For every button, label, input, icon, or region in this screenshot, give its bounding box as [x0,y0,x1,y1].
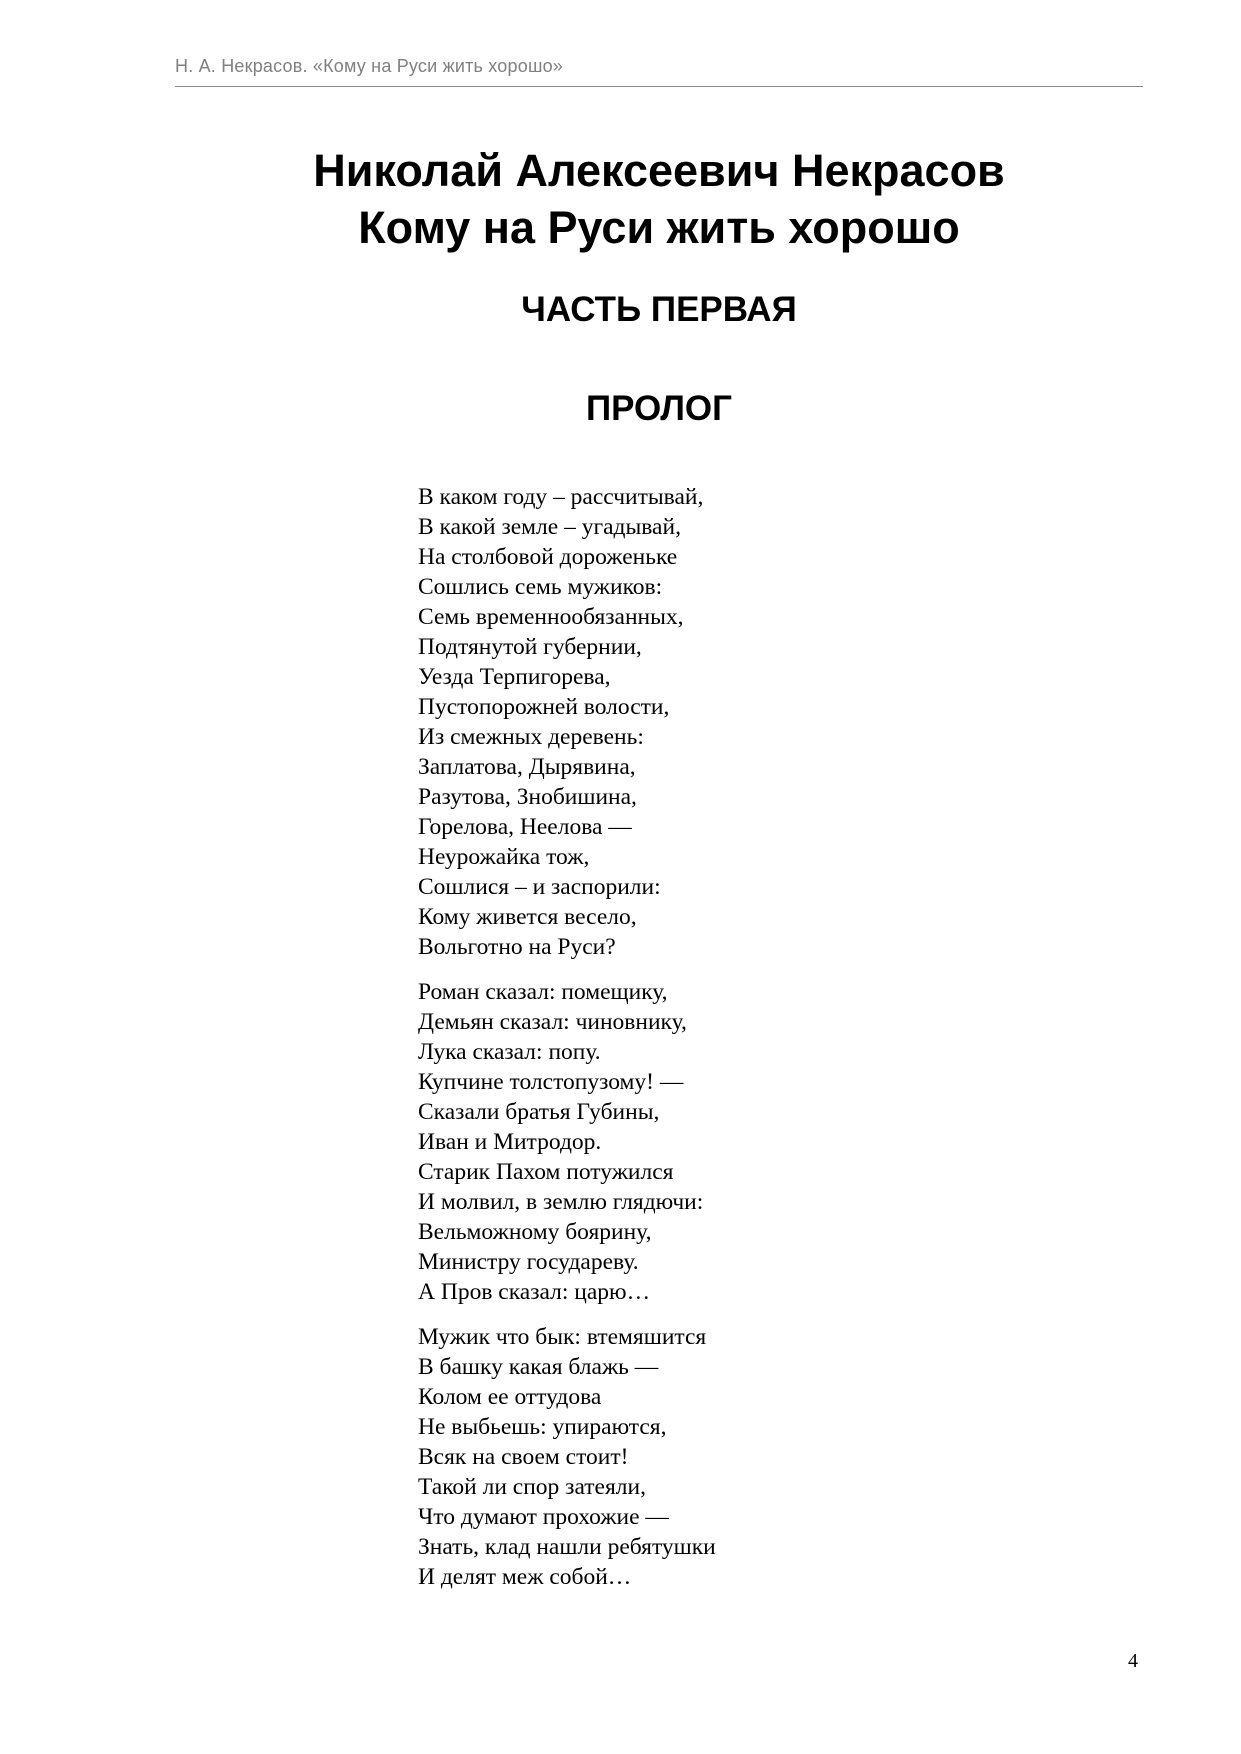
verse-line: Вольготно на Руси? [418,934,616,960]
verse-line: Иван и Митродор. [418,1129,602,1155]
verse-line: Такой ли спор затеяли, [418,1474,646,1500]
author-name: Николай Алексеевич Некрасов [313,145,1005,196]
verse-line: Что думают прохожие — [418,1504,669,1530]
stanza [418,482,716,962]
verse-line: Из смежных деревень: [418,724,644,750]
verse-line: Подтянутой губернии, [418,634,642,660]
verse-line: Кому живется весело, [418,904,637,930]
verse-line: Демьян сказал: чиновнику, [418,1009,687,1035]
part-heading: ЧАСТЬ ПЕРВАЯ [521,290,797,329]
verse-line: Неурожайка тож, [418,844,590,870]
verse-line: Колом ее оттудова [418,1384,602,1410]
verse-line: А Пров сказал: царю… [418,1279,651,1305]
verse-line: Мужик что бык: втемяшится [418,1324,707,1350]
verse-line: Лука сказал: попу. [418,1039,601,1065]
verse-line: И молвил, в землю глядючи: [418,1189,704,1215]
running-header: Н. А. Некрасов. «Кому на Руси жить хорошо» [175,56,563,76]
page-number: 4 [1128,1650,1138,1672]
chapter-heading: ПРОЛОГ [585,389,732,428]
verse-line: Не выбьешь: упираются, [418,1414,667,1440]
stanza [418,1322,716,1592]
verse-line: Пустопорожней волости, [418,694,670,720]
verse-line: Заплатова, Дырявина, [418,754,636,780]
verse-line: Вельможному боярину, [418,1219,652,1245]
header-divider [175,86,1143,87]
verse-line: Горелова, Неелова — [418,814,632,840]
work-title: Кому на Руси жить хорошо [358,202,960,253]
verse-line: Старик Пахом потужился [418,1159,674,1185]
verse-line: Роман сказал: помещику, [418,979,668,1005]
verse-line: Всяк на своем стоит! [418,1444,629,1470]
verse-line: Разутова, Знобишина, [418,784,637,810]
verse-line: Сказали братья Губины, [418,1099,660,1125]
verse-line: Сошлися – и заспорили: [418,874,661,900]
verse-line: В какой земле – угадывай, [418,514,681,540]
verse-line: Министру государеву. [418,1249,639,1275]
verse-line: Сошлись семь мужиков: [418,574,663,600]
verse-line: Уезда Терпигорева, [418,664,611,690]
verse-line: В башку какая блажь — [418,1354,659,1380]
document-title [175,142,1143,256]
verse-line: Семь временнообязанных, [418,604,684,630]
verse-line: В каком году – рассчитывай, [418,484,704,510]
poem-text [418,482,716,1607]
verse-line: На столбовой дороженьке [418,544,678,570]
verse-line: Купчине толстопузому! — [418,1069,684,1095]
verse-line: И делят меж собой… [418,1564,632,1590]
verse-line: Знать, клад нашли ребятушки [418,1534,716,1560]
stanza [418,977,716,1307]
